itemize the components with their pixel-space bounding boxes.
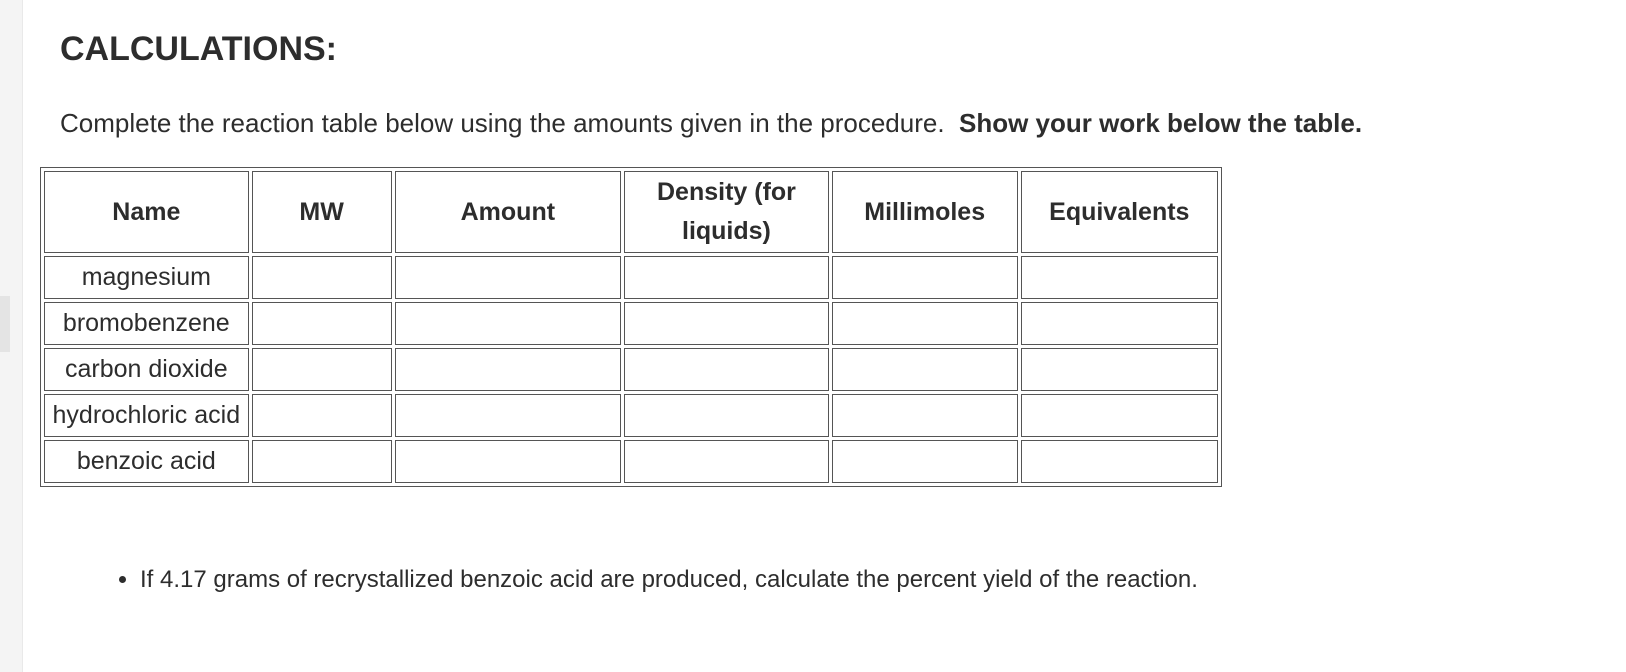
- cell-millimoles[interactable]: [832, 302, 1018, 345]
- cell-density[interactable]: [624, 348, 829, 391]
- cell-density[interactable]: [624, 256, 829, 299]
- cell-amount[interactable]: [395, 348, 622, 391]
- cell-mw[interactable]: [252, 302, 392, 345]
- cell-equivalents[interactable]: [1021, 394, 1218, 437]
- cell-mw[interactable]: [252, 256, 392, 299]
- cell-amount[interactable]: [395, 394, 622, 437]
- cell-name: benzoic acid: [44, 440, 249, 483]
- table-row: [44, 348, 1218, 391]
- cell-equivalents[interactable]: [1021, 440, 1218, 483]
- table-row: [44, 256, 1218, 299]
- left-rail: [0, 0, 23, 672]
- header-name: Name: [44, 171, 249, 253]
- header-mw: MW: [252, 171, 392, 253]
- cell-amount[interactable]: [395, 302, 622, 345]
- cell-millimoles[interactable]: [832, 440, 1018, 483]
- cell-mw[interactable]: [252, 440, 392, 483]
- cell-millimoles[interactable]: [832, 348, 1018, 391]
- reaction-table: [40, 167, 1222, 487]
- table-row: [44, 440, 1218, 483]
- table-header-row: [44, 171, 1218, 253]
- cell-name: bromobenzene: [44, 302, 249, 345]
- rail-tab[interactable]: [0, 296, 10, 352]
- reaction-table-wrap: [40, 167, 1222, 487]
- question-list: [110, 566, 1198, 594]
- header-amount: Amount: [395, 171, 622, 253]
- cell-amount[interactable]: [395, 256, 622, 299]
- instructions-bold: Show your work below the table.: [959, 108, 1363, 138]
- header-density: Density (for liquids): [624, 171, 829, 253]
- cell-name: hydrochloric acid: [44, 394, 249, 437]
- cell-mw[interactable]: [252, 394, 392, 437]
- header-equivalents: Equivalents: [1021, 171, 1218, 253]
- cell-density[interactable]: [624, 394, 829, 437]
- cell-name: magnesium: [44, 256, 249, 299]
- page-title: CALCULATIONS:: [60, 30, 337, 68]
- cell-millimoles[interactable]: [832, 394, 1018, 437]
- list-item: • If 4.17 grams of recrystallized benzoic acid are produced, calculate the percent yield of the reaction.: [140, 566, 1198, 594]
- cell-equivalents[interactable]: [1021, 302, 1218, 345]
- cell-amount[interactable]: [395, 440, 622, 483]
- instructions: [60, 108, 1362, 139]
- header-millimoles: Millimoles: [832, 171, 1018, 253]
- cell-mw[interactable]: [252, 348, 392, 391]
- cell-density[interactable]: [624, 302, 829, 345]
- cell-equivalents[interactable]: [1021, 348, 1218, 391]
- cell-density[interactable]: [624, 440, 829, 483]
- table-row: [44, 394, 1218, 437]
- table-row: [44, 302, 1218, 345]
- cell-millimoles[interactable]: [832, 256, 1018, 299]
- instructions-text: Complete the reaction table below using the amounts given in the procedure.: [60, 108, 945, 138]
- cell-name: carbon dioxide: [44, 348, 249, 391]
- cell-equivalents[interactable]: [1021, 256, 1218, 299]
